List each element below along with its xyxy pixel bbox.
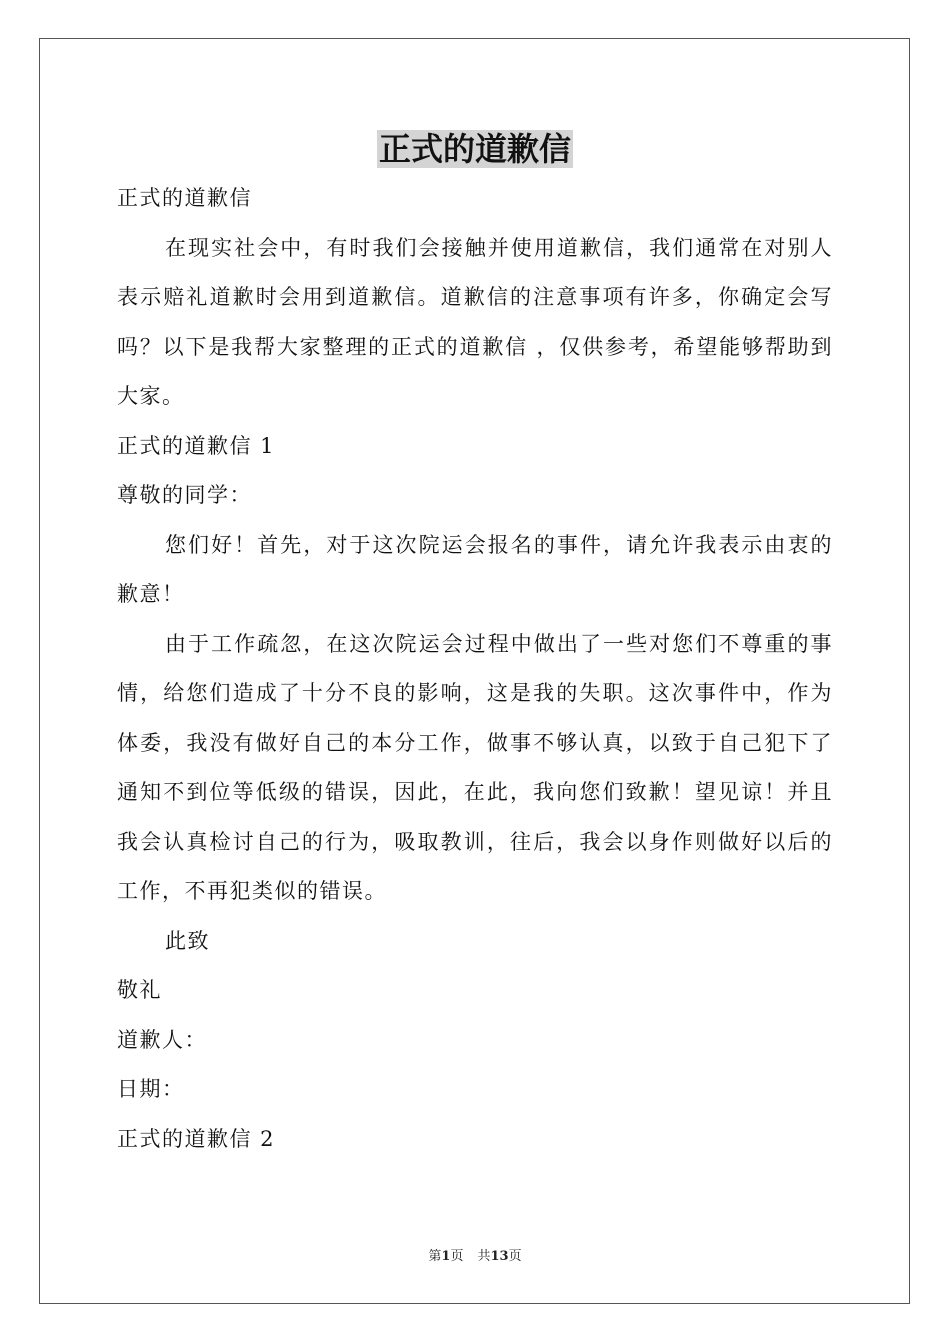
total-suffix: 页 bbox=[508, 1249, 522, 1264]
page-suffix: 页 bbox=[450, 1249, 464, 1264]
paragraph: 在现实社会中，有时我们会接触并使用道歉信，我们通常在对别人表示赔礼道歉时会用到道歉信。道歉信的注意事项有许多，你确定会写吗？以下是我帮大家整理的正式的道歉信 ，仅供参考，希望能够帮助到大家。 bbox=[117, 235, 833, 408]
paragraph: 由于工作疏忽，在这次院运会过程中做出了一些对您们不尊重的事情，给您们造成了十分不良的影响，这是我的失职。这次事件中，作为体委，我没有做好自己的本分工作，做事不够认真，以致于自己犯下了通知不到位等低级的错误，因此，在此，我向您们致歉！望见谅！并且我会认真检讨自己的行为，吸取教训，往后，我会以身作则做好以后的工作，不再犯类似的错误。 bbox=[117, 631, 833, 903]
section-heading: 正式的道歉信 1 bbox=[117, 433, 276, 458]
page-footer bbox=[0, 1248, 950, 1266]
total-pages: 13 bbox=[490, 1249, 509, 1264]
page-number: 1 bbox=[441, 1249, 451, 1264]
closing-line: 此致 bbox=[165, 928, 210, 953]
closing-regards: 敬礼 bbox=[117, 978, 162, 1002]
section-heading: 正式的道歉信 2 bbox=[117, 1126, 276, 1151]
page-prefix: 第 bbox=[428, 1249, 442, 1264]
document-title bbox=[0, 127, 950, 171]
total-prefix: 共 bbox=[477, 1249, 491, 1264]
document-body bbox=[117, 174, 833, 1164]
salutation: 尊敬的同学： bbox=[117, 483, 252, 507]
date-line: 日期： bbox=[117, 1077, 185, 1101]
paragraph: 您们好！首先，对于这次院运会报名的事件，请允许我表示由衷的歉意！ bbox=[117, 532, 833, 606]
document-title-text: 正式的道歉信 bbox=[378, 130, 571, 168]
signature-line: 道歉人： bbox=[117, 1027, 207, 1052]
paragraph: 正式的道歉信 bbox=[117, 186, 252, 210]
